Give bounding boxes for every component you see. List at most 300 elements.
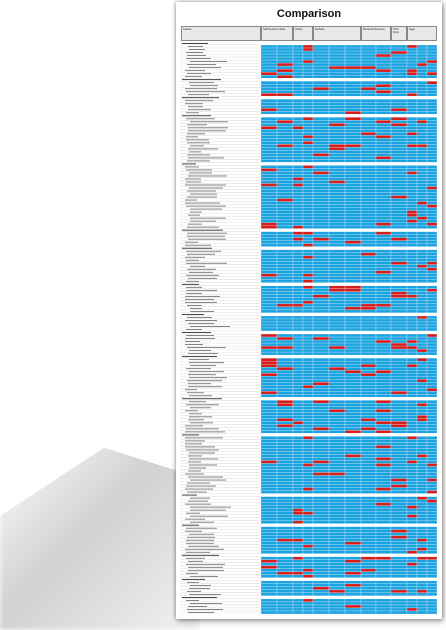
cell-yes (391, 96, 407, 99)
cell-yes (391, 268, 407, 271)
cell-yes (417, 457, 427, 460)
cell-yes (391, 289, 407, 292)
cell-yes (313, 247, 329, 250)
cell-yes (345, 190, 361, 193)
cell-yes (313, 162, 329, 165)
row-label-text (186, 169, 212, 170)
cell-yes (417, 373, 427, 376)
cell-yes (407, 196, 417, 199)
cell-yes (329, 96, 345, 99)
cell-yes (391, 349, 407, 352)
cell-yes (277, 135, 293, 138)
cell-no (277, 144, 293, 147)
cell-no (261, 223, 277, 226)
cell-yes (293, 575, 303, 578)
cell-yes (417, 199, 427, 202)
cell-yes (277, 310, 293, 313)
cell-yes (277, 292, 293, 295)
cell-no (261, 168, 277, 171)
cell-yes (361, 223, 376, 226)
cell-no (407, 563, 417, 566)
cell-yes (376, 473, 391, 476)
cell-yes (345, 183, 361, 186)
cell-yes (376, 418, 391, 421)
cell-yes (407, 310, 417, 313)
cell-yes (345, 578, 361, 581)
cell-yes (427, 343, 437, 346)
cell-yes (361, 367, 376, 370)
cell-yes (293, 415, 303, 418)
cell-yes (261, 325, 277, 328)
row-label-text (187, 227, 219, 228)
cell-yes (261, 569, 277, 572)
cell-yes (391, 102, 407, 105)
cell-yes (261, 575, 277, 578)
row-label-text (185, 103, 203, 104)
cell-yes (391, 581, 407, 584)
cell-yes (345, 557, 361, 560)
cell-yes (345, 229, 361, 232)
cell-yes (376, 265, 391, 268)
cell-yes (427, 69, 437, 72)
cell-yes (427, 328, 437, 331)
cell-yes (303, 208, 313, 211)
cell-yes (277, 352, 293, 355)
cell-yes (277, 268, 293, 271)
cell-yes (313, 196, 329, 199)
cell-yes (345, 400, 361, 403)
cell-yes (293, 202, 303, 205)
cell-yes (261, 539, 277, 542)
cell-yes (427, 217, 437, 220)
cell-yes (293, 208, 303, 211)
cell-yes (277, 42, 293, 45)
cell-yes (303, 183, 313, 186)
cell-yes (293, 54, 303, 57)
row-label-text (185, 302, 217, 303)
cell-yes (293, 120, 303, 123)
cell-yes (345, 328, 361, 331)
header-group-sage: Sage (407, 26, 437, 41)
cell-yes (376, 476, 391, 479)
cell-yes (417, 421, 427, 424)
cell-yes (407, 560, 417, 563)
cell-yes (293, 78, 303, 81)
cell-yes (417, 445, 427, 448)
cell-yes (261, 141, 277, 144)
cell-yes (345, 78, 361, 81)
cell-yes (329, 78, 345, 81)
cell-yes (345, 442, 361, 445)
cell-yes (313, 114, 329, 117)
cell-yes (313, 469, 329, 472)
cell-yes (313, 557, 329, 560)
row-label-text (187, 582, 199, 583)
cell-yes (313, 355, 329, 358)
cell-yes (391, 307, 407, 310)
cell-yes (303, 400, 313, 403)
cell-yes (313, 433, 329, 436)
cell-yes (261, 367, 277, 370)
cell-yes (407, 117, 417, 120)
cell-yes (293, 316, 303, 319)
cell-yes (345, 292, 361, 295)
cell-yes (407, 105, 417, 108)
cell-yes (345, 208, 361, 211)
cell-yes (417, 292, 427, 295)
cell-yes (345, 394, 361, 397)
cell-yes (277, 99, 293, 102)
cell-yes (391, 153, 407, 156)
cell-yes (293, 298, 303, 301)
cell-yes (427, 193, 437, 196)
cell-yes (407, 590, 417, 593)
cell-yes (313, 364, 329, 367)
cell-yes (391, 126, 407, 129)
cell-yes (391, 183, 407, 186)
cell-yes (293, 313, 303, 316)
row-label-text (188, 570, 224, 571)
cell-yes (417, 367, 427, 370)
cell-yes (293, 409, 303, 412)
cell-yes (293, 135, 303, 138)
cell-no (407, 608, 417, 611)
cell-yes (417, 602, 427, 605)
row-label-text (187, 154, 210, 155)
cell-yes (361, 250, 376, 253)
cell-yes (407, 319, 417, 322)
cell-yes (277, 479, 293, 482)
row-label-text (185, 474, 204, 475)
cell-yes (407, 99, 417, 102)
cell-no (376, 488, 391, 491)
cell-yes (277, 397, 293, 400)
cell-yes (329, 479, 345, 482)
header-group-netsuite: NetSuite (313, 26, 361, 41)
row-label-text (185, 296, 220, 297)
cell-yes (277, 241, 293, 244)
cell-yes (427, 346, 437, 349)
cell-yes (376, 322, 391, 325)
cell-yes (329, 292, 345, 295)
cell-yes (427, 277, 437, 280)
row-label-text (188, 386, 222, 387)
cell-yes (293, 337, 303, 340)
cell-yes (391, 99, 407, 102)
cell-yes (391, 138, 407, 141)
cell-yes (427, 51, 437, 54)
cell-yes (361, 180, 376, 183)
cell-yes (376, 307, 391, 310)
cell-yes (417, 524, 427, 527)
cell-yes (391, 280, 407, 283)
cell-yes (407, 126, 417, 129)
cell-yes (293, 153, 303, 156)
cell-yes (345, 587, 361, 590)
cell-yes (303, 235, 313, 238)
cell-yes (417, 382, 427, 385)
cell-yes (361, 578, 376, 581)
cell-yes (407, 367, 417, 370)
cell-yes (261, 557, 277, 560)
row-label-text (185, 245, 211, 246)
cell-yes (277, 153, 293, 156)
cell-yes (407, 280, 417, 283)
cell-no (345, 241, 361, 244)
cell-yes (345, 165, 361, 168)
cell-yes (427, 156, 437, 159)
cell-yes (376, 379, 391, 382)
cell-yes (361, 289, 376, 292)
cell-yes (313, 527, 329, 530)
cell-yes (417, 394, 427, 397)
cell-yes (427, 202, 437, 205)
cell-yes (329, 388, 345, 391)
row-label-text (186, 449, 219, 450)
cell-yes (361, 412, 376, 415)
cell-yes (345, 105, 361, 108)
cell-yes (277, 548, 293, 551)
cell-yes (391, 406, 407, 409)
cell-no (407, 69, 417, 72)
cell-yes (407, 530, 417, 533)
cell-yes (329, 445, 345, 448)
cell-yes (313, 572, 329, 575)
cell-yes (329, 150, 345, 153)
cell-yes (361, 322, 376, 325)
cell-yes (407, 412, 417, 415)
cell-yes (277, 156, 293, 159)
cell-yes (313, 379, 329, 382)
row-label-text (188, 374, 216, 375)
row-label-text (187, 317, 212, 318)
cell-yes (427, 99, 437, 102)
cell-yes (303, 581, 313, 584)
cell-yes (361, 415, 376, 418)
cell-yes (361, 503, 376, 506)
cell-yes (345, 563, 361, 566)
cell-yes (261, 66, 277, 69)
cell-yes (391, 81, 407, 84)
cell-yes (407, 84, 417, 87)
cell-yes (303, 102, 313, 105)
cell-yes (407, 337, 417, 340)
cell-yes (427, 153, 437, 156)
cell-yes (261, 238, 277, 241)
cell-yes (345, 271, 361, 274)
cell-yes (313, 220, 329, 223)
cell-yes (303, 87, 313, 90)
cell-yes (329, 497, 345, 500)
cell-yes (329, 379, 345, 382)
cell-no (417, 217, 427, 220)
cell-no (417, 265, 427, 268)
cell-yes (376, 587, 391, 590)
cell-yes (361, 156, 376, 159)
cell-yes (329, 605, 345, 608)
cell-no (329, 286, 345, 289)
cell-yes (376, 394, 391, 397)
row-label-text (188, 477, 223, 478)
cell-yes (391, 445, 407, 448)
cell-no (361, 569, 376, 572)
cell-yes (313, 409, 329, 412)
cell-yes (261, 581, 277, 584)
cell-yes (407, 90, 417, 93)
cell-yes (293, 346, 303, 349)
cell-yes (303, 524, 313, 527)
cell-yes (329, 566, 345, 569)
cell-yes (313, 45, 329, 48)
cell-yes (293, 524, 303, 527)
cell-yes (261, 451, 277, 454)
cell-yes (293, 322, 303, 325)
cell-yes (417, 340, 427, 343)
cell-yes (427, 271, 437, 274)
cell-yes (361, 256, 376, 259)
cell-yes (303, 162, 313, 165)
cell-yes (261, 397, 277, 400)
row-label-text (185, 203, 220, 204)
row-label-text (186, 136, 198, 137)
cell-yes (361, 349, 376, 352)
row-label-text (187, 73, 211, 74)
cell-yes (417, 289, 427, 292)
cell-yes (361, 310, 376, 313)
cell-yes (361, 313, 376, 316)
cell-yes (407, 217, 417, 220)
cell-yes (376, 439, 391, 442)
row-label-text (190, 516, 228, 517)
cell-yes (261, 430, 277, 433)
cell-yes (345, 485, 361, 488)
cell-yes (313, 448, 329, 451)
cell-no (293, 421, 303, 424)
cell-yes (407, 174, 417, 177)
cell-yes (427, 54, 437, 57)
cell-yes (407, 343, 417, 346)
cell-yes (329, 117, 345, 120)
cell-yes (376, 530, 391, 533)
row-label-text (186, 260, 199, 261)
cell-yes (407, 331, 417, 334)
row-label-text (189, 452, 215, 453)
cell-yes (427, 551, 437, 554)
cell-yes (293, 388, 303, 391)
cell-yes (261, 418, 277, 421)
cell-yes (376, 150, 391, 153)
cell-yes (407, 355, 417, 358)
cell-yes (427, 295, 437, 298)
cell-yes (361, 548, 376, 551)
cell-yes (261, 578, 277, 581)
cell-yes (277, 563, 293, 566)
cell-no (313, 587, 329, 590)
cell-yes (277, 265, 293, 268)
cell-yes (261, 488, 277, 491)
cell-yes (391, 340, 407, 343)
cell-yes (261, 322, 277, 325)
cell-yes (417, 352, 427, 355)
cell-yes (293, 545, 303, 548)
cell-yes (407, 512, 417, 515)
cell-no (407, 214, 417, 217)
cell-yes (361, 283, 376, 286)
cell-yes (427, 466, 437, 469)
cell-yes (391, 539, 407, 542)
cell-yes (427, 63, 437, 66)
cell-yes (261, 445, 277, 448)
cell-yes (407, 180, 417, 183)
cell-yes (293, 424, 303, 427)
cell-yes (277, 361, 293, 364)
cell-no (376, 223, 391, 226)
cell-yes (261, 199, 277, 202)
cell-yes (361, 542, 376, 545)
cell-yes (427, 506, 437, 509)
cell-yes (303, 132, 313, 135)
cell-yes (361, 286, 376, 289)
cell-no (417, 358, 427, 361)
cell-yes (313, 466, 329, 469)
cell-yes (427, 530, 437, 533)
cell-yes (277, 81, 293, 84)
cell-no (345, 605, 361, 608)
cell-yes (345, 108, 361, 111)
cell-yes (345, 196, 361, 199)
cell-yes (303, 521, 313, 524)
cell-yes (345, 376, 361, 379)
cell-yes (407, 451, 417, 454)
cell-yes (417, 187, 427, 190)
cell-yes (427, 159, 437, 162)
row-label-text (190, 422, 213, 423)
cell-yes (417, 448, 427, 451)
cell-yes (376, 436, 391, 439)
cell-yes (261, 530, 277, 533)
cell-yes (277, 581, 293, 584)
cell-no (277, 367, 293, 370)
cell-yes (376, 162, 391, 165)
cell-yes (391, 430, 407, 433)
cell-yes (391, 412, 407, 415)
cell-no (376, 400, 391, 403)
cell-yes (293, 99, 303, 102)
cell-yes (427, 566, 437, 569)
header-feature: Feature (181, 26, 261, 41)
row-label-text (185, 185, 226, 186)
cell-yes (391, 159, 407, 162)
cell-yes (376, 536, 391, 539)
cell-yes (329, 259, 345, 262)
cell-yes (313, 581, 329, 584)
cell-yes (376, 259, 391, 262)
cell-no (417, 415, 427, 418)
cell-yes (376, 313, 391, 316)
cell-yes (376, 250, 391, 253)
cell-yes (345, 602, 361, 605)
cell-yes (329, 406, 345, 409)
cell-yes (303, 334, 313, 337)
cell-yes (329, 530, 345, 533)
cell-yes (313, 569, 329, 572)
cell-no (391, 421, 407, 424)
cell-yes (361, 129, 376, 132)
cell-yes (329, 244, 345, 247)
cell-yes (277, 108, 293, 111)
cell-yes (427, 174, 437, 177)
row-label-text (188, 239, 226, 240)
